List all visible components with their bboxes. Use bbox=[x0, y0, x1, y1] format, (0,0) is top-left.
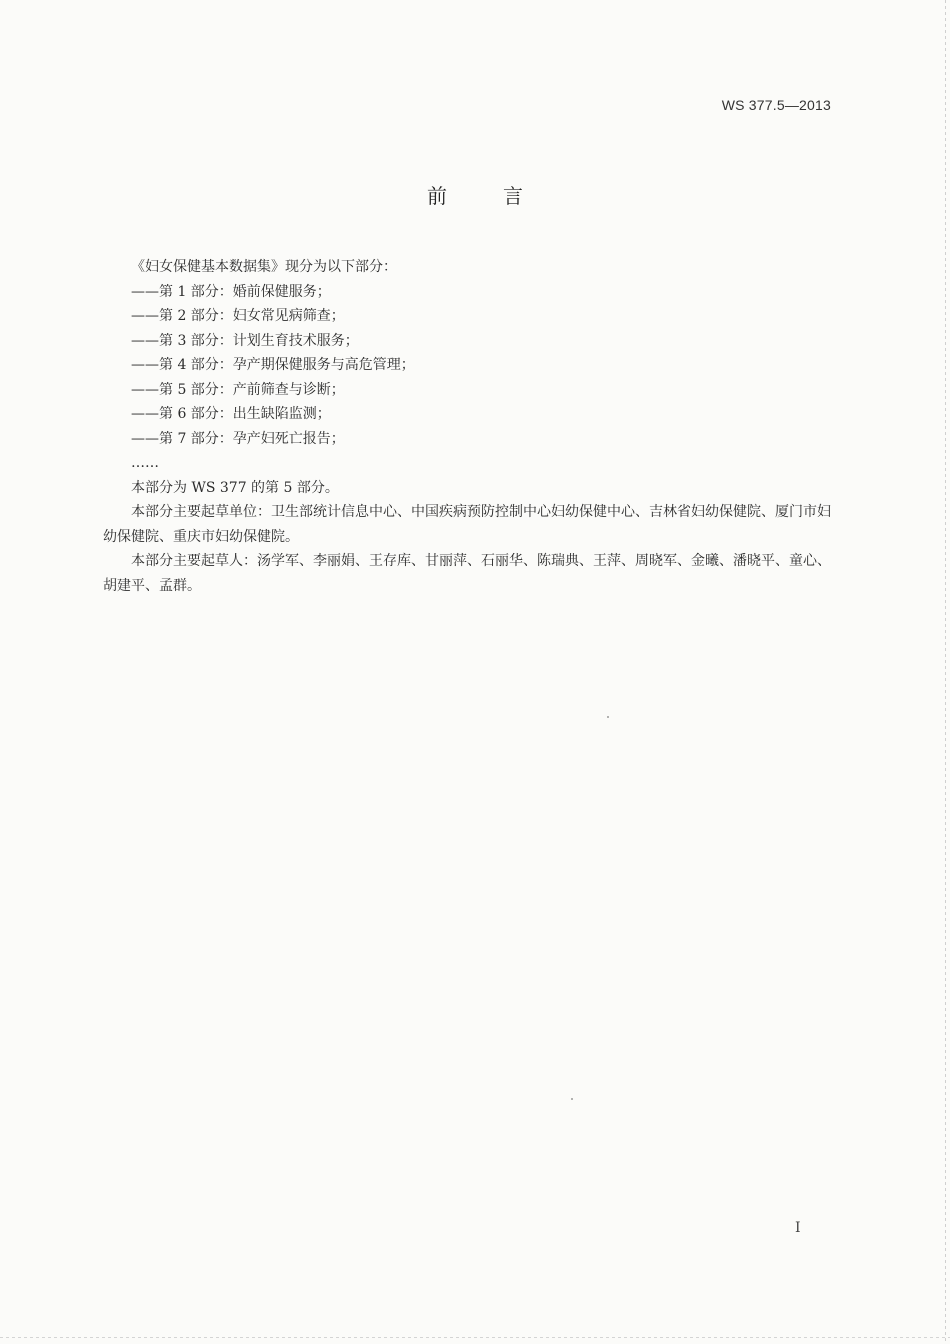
part-item-1: ——第 1 部分：婚前保健服务； bbox=[131, 283, 331, 300]
foreword-body bbox=[103, 255, 831, 598]
scan-speck bbox=[607, 716, 609, 718]
part-item-4: ——第 4 部分：孕产期保健服务与高危管理； bbox=[131, 357, 415, 373]
ellipsis: …… bbox=[131, 455, 159, 471]
scan-edge-bottom bbox=[0, 1337, 950, 1338]
standard-code: WS 377.5—2013 bbox=[721, 97, 831, 113]
scan-speck bbox=[571, 1098, 573, 1100]
scan-edge-right bbox=[945, 0, 946, 1344]
paragraph-drafting-units: 本部分主要起草单位：卫生部统计信息中心、中国疾病预防控制中心妇幼保健中心、吉林省妇幼保健院、厦门市妇幼保健院、重庆市妇幼保健院。 bbox=[103, 504, 831, 545]
part-item-2: ——第 2 部分：妇女常见病筛查； bbox=[131, 308, 345, 324]
intro-line: 《妇女保健基本数据集》现分为以下部分： bbox=[131, 259, 397, 275]
paragraph-drafters: 本部分主要起草人：汤学军、李丽娟、王存库、甘丽萍、石丽华、陈瑞典、王萍、周晓军、金曦、潘晓平、童心、胡建平、孟群。 bbox=[103, 553, 831, 594]
paragraph-part-statement: 本部分为 WS 377 的第 5 部分。 bbox=[131, 479, 339, 496]
part-item-3: ——第 3 部分：计划生育技术服务； bbox=[131, 332, 359, 349]
part-item-7: ——第 7 部分：孕产妇死亡报告； bbox=[131, 430, 345, 447]
part-item-6: ——第 6 部分：出生缺陷监测； bbox=[131, 406, 331, 422]
page-title: 前言 bbox=[427, 184, 579, 208]
part-item-5: ——第 5 部分：产前筛查与诊断； bbox=[131, 381, 345, 398]
page-number: I bbox=[795, 1220, 801, 1236]
